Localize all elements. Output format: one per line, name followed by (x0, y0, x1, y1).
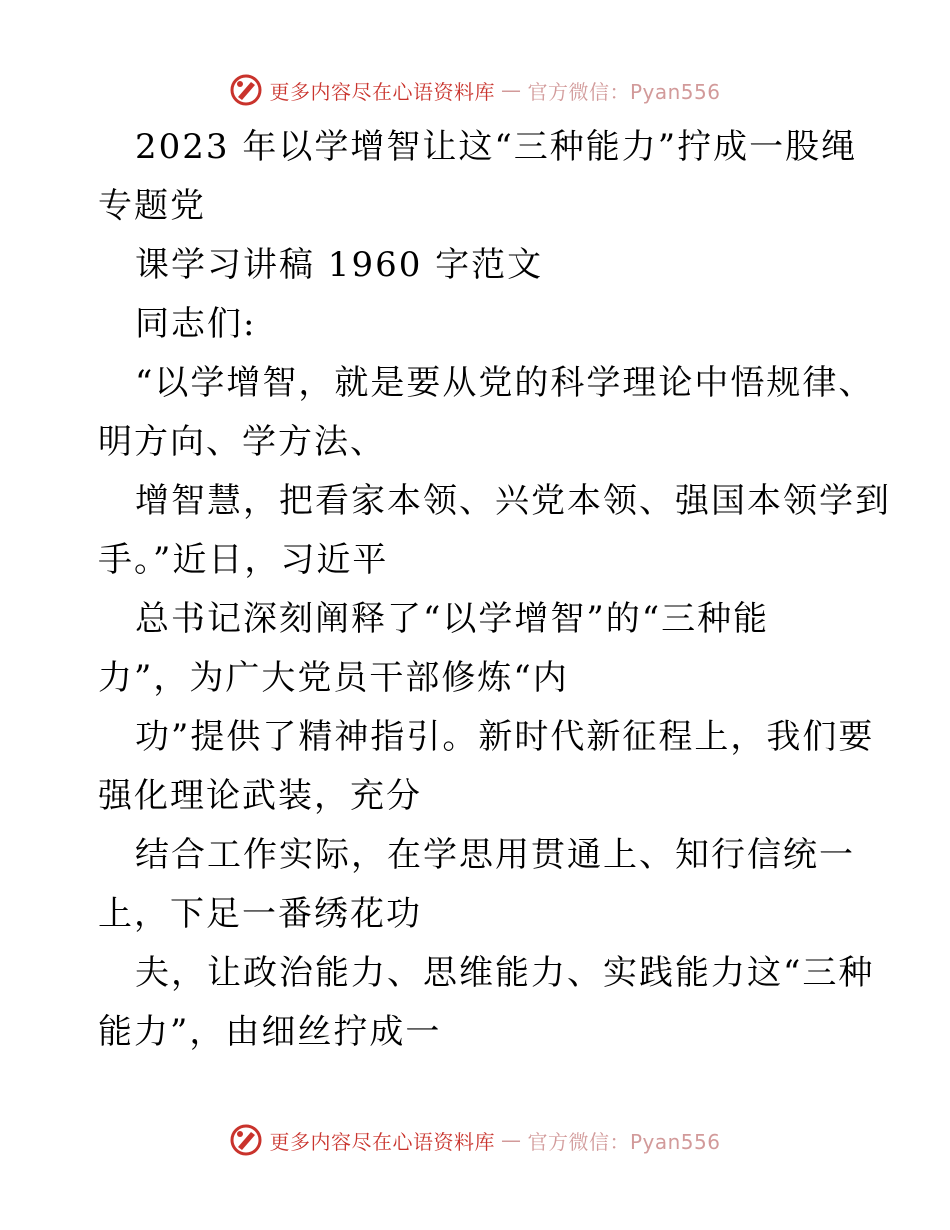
document-body (98, 118, 891, 1062)
watermark-main-text: 更多内容尽在心语资料库 (269, 1129, 495, 1154)
document-line: 手。”近日，习近平 (98, 540, 389, 580)
document-line: 增智慧，把看家本领、兴党本领、强国本领学到 (135, 481, 891, 521)
logo-icon (229, 73, 263, 107)
watermark-wechat-text: 官方微信：Pyan556 (527, 79, 721, 104)
document-line: “以学增智，就是要从党的科学理论中悟规律、 (135, 363, 875, 403)
document-line: 强化理论武装，充分 (98, 776, 422, 816)
document-line: 能力”，由细丝拧成一 (98, 1012, 442, 1052)
header-watermark (0, 70, 950, 110)
watermark-wechat-text: 官方微信：Pyan556 (527, 1129, 721, 1154)
footer-watermark (0, 1120, 950, 1160)
document-line: 明方向、学方法、 (98, 422, 386, 462)
document-line: 课学习讲稿 1960 字范文 (135, 245, 544, 285)
document-line: 力”，为广大党员干部修炼“内 (98, 658, 569, 698)
document-line: 功”提供了精神指引。新时代新征程上，我们要 (135, 717, 875, 757)
watermark-dash: — (500, 78, 522, 102)
document-line: 上，下足一番绣花功 (98, 894, 422, 934)
document-line: 总书记深刻阐释了“以学增智”的“三种能 (135, 599, 770, 639)
document-line: 专题党 (98, 186, 206, 226)
document-line: 2023 年以学增智让这“三种能力”拧成一股绳 (135, 127, 858, 167)
document-line: 同志们: (135, 304, 257, 344)
watermark-main-text: 更多内容尽在心语资料库 (269, 79, 495, 104)
document-line: 结合工作实际，在学思用贯通上、知行信统一 (135, 835, 855, 875)
logo-icon (229, 1123, 263, 1157)
watermark-dash: — (500, 1128, 522, 1152)
document-line: 夫，让政治能力、思维能力、实践能力这“三种 (135, 953, 875, 993)
